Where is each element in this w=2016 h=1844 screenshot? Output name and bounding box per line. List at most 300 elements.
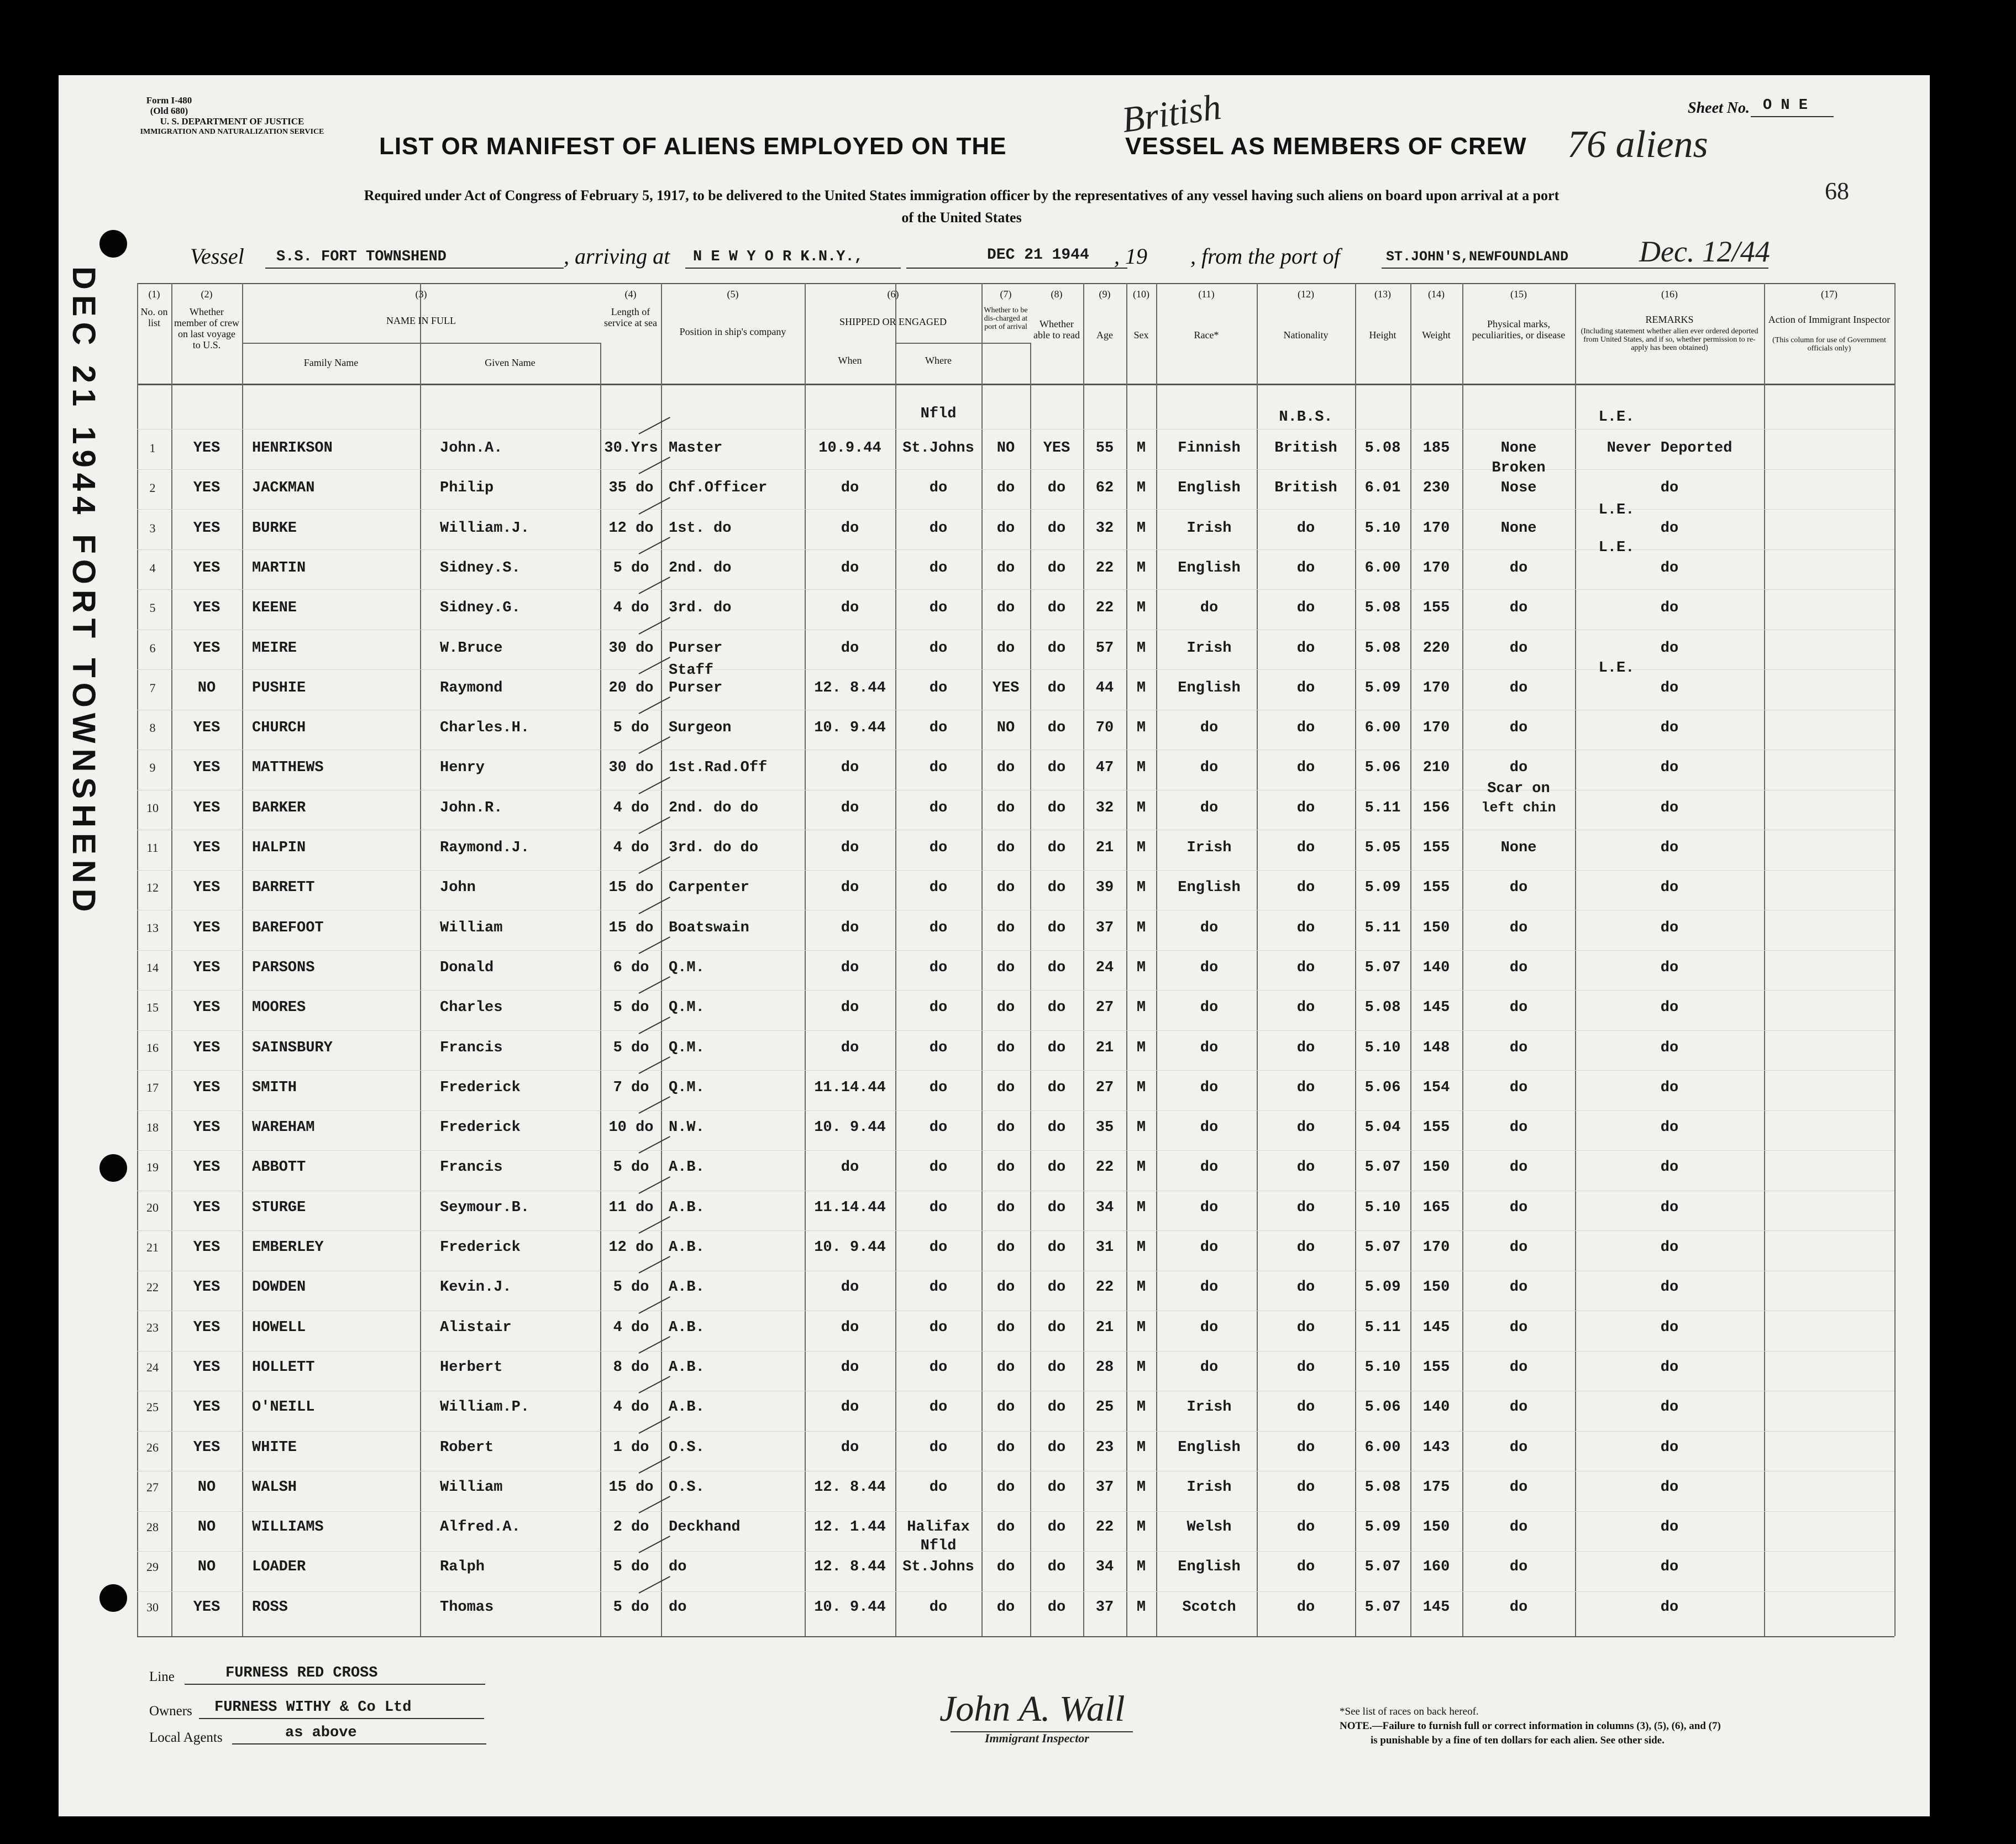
cell-age: 22 (1095, 560, 1114, 577)
cell-read: do (1047, 1119, 1066, 1136)
cell-race: Finnish (1178, 440, 1241, 457)
cell-height: 5.05 (1364, 840, 1401, 856)
cell-weight: 170 (1422, 520, 1450, 537)
cell-where: do (929, 960, 948, 976)
cell-race: Welsh (1186, 1519, 1232, 1536)
cell-given: Charles (440, 999, 503, 1016)
cell-physical: do (1509, 600, 1528, 616)
row-number: 19 (146, 1160, 159, 1174)
cell-when: 11.14.44 (814, 1080, 886, 1096)
cell-where: do (929, 520, 948, 537)
row-guide (137, 1431, 1894, 1432)
cell-family: SAINSBURY (252, 1040, 333, 1056)
cell-remarks: do (1660, 480, 1679, 496)
cell-when: do (841, 800, 859, 816)
cell-when: do (841, 840, 859, 856)
cell-nationality: do (1296, 800, 1315, 816)
header-when: When (838, 355, 862, 366)
cell-nationality: do (1296, 1319, 1315, 1336)
cell-physical: do (1509, 1319, 1528, 1336)
cell-age: 22 (1095, 1519, 1114, 1536)
cell-age: 23 (1095, 1439, 1114, 1456)
cell-sex: M (1136, 1319, 1146, 1336)
cell-age: 57 (1095, 640, 1114, 657)
cell-height: 5.06 (1364, 1399, 1401, 1416)
cell-remarks: do (1660, 680, 1679, 696)
cell-service: 4 do (613, 800, 649, 816)
cell-sex: M (1136, 440, 1146, 457)
row-number: 5 (149, 601, 156, 615)
cell-remarks: do (1660, 800, 1679, 816)
cell-weight: 145 (1422, 1319, 1450, 1336)
cell-family: WALSH (252, 1479, 297, 1496)
cell-given: Kevin.J. (440, 1279, 512, 1296)
cell-member: YES (193, 999, 221, 1016)
cell-where: do (929, 1479, 948, 1496)
handwritten-departure-date: Dec. 12/44 (1639, 235, 1770, 268)
cell-position: A.B. (669, 1239, 705, 1256)
cell-family: STURGE (252, 1199, 306, 1216)
cell-read: do (1047, 999, 1066, 1016)
row-number: 12 (146, 881, 159, 894)
cell-age: 47 (1095, 759, 1114, 776)
cell-age: 34 (1095, 1559, 1114, 1575)
cell-discharged: do (996, 1080, 1015, 1096)
cell-remarks: do (1660, 759, 1679, 776)
header-name-in-full-number: (3) (415, 289, 427, 300)
cell-when: 10. 9.44 (814, 1599, 886, 1616)
header-inspector-action-number: (17) (1821, 289, 1838, 300)
cell-given: Francis (440, 1040, 503, 1056)
cell-where: do (929, 560, 948, 577)
cell-family: O'NEILL (252, 1399, 315, 1416)
check-mark (639, 856, 670, 874)
cell-weight: 220 (1422, 640, 1450, 657)
cell-nationality: do (1296, 960, 1315, 976)
cell-family: LOADER (252, 1559, 306, 1575)
cell-weight: 165 (1422, 1199, 1450, 1216)
cell-sex: M (1136, 759, 1146, 776)
cell-position: Q.M. (669, 960, 705, 976)
cell-position: Carpenter (669, 879, 749, 896)
cell-when: do (841, 1439, 859, 1456)
cell-race: Irish (1186, 640, 1232, 657)
row-guide (137, 1551, 1894, 1552)
cell-discharged: do (996, 840, 1015, 856)
check-mark (639, 777, 670, 794)
requirement-line-2: of the United States (901, 209, 1022, 226)
cell-remarks: do (1660, 1519, 1679, 1536)
cell-discharged: do (996, 759, 1015, 776)
cell-weight: 155 (1422, 1119, 1450, 1136)
cell-discharged: do (996, 1479, 1015, 1496)
cell-service: 5 do (613, 1040, 649, 1056)
cell-race: do (1200, 1319, 1219, 1336)
cell-given: Francis (440, 1159, 503, 1176)
cell-where: do (929, 1239, 948, 1256)
cell-position: A.B. (669, 1159, 705, 1176)
owners-label: Owners (149, 1704, 192, 1719)
cell-physical: do (1509, 680, 1528, 696)
requirement-line-1: Required under Act of Congress of February 5, 1917, to be delivered to the United States immigration officer by the representatives of any vessel having such aliens on board upon arrival at a port (364, 187, 1560, 203)
cell-sex: M (1136, 640, 1146, 657)
arrival-port: N E W Y O R K.N.Y., (693, 249, 863, 265)
cell-weight: 170 (1422, 720, 1450, 736)
cell-race: Irish (1186, 840, 1232, 856)
cell-member: NO (197, 1519, 216, 1536)
cell-read: do (1047, 640, 1066, 657)
cell-given: John.R. (440, 800, 503, 816)
cell-weight: 155 (1422, 879, 1450, 896)
header-remarks: REMARKS (1645, 314, 1694, 325)
cell-nationality: do (1296, 720, 1315, 736)
cell-where: do (929, 720, 948, 736)
cell-read: do (1047, 1479, 1066, 1496)
cell-physical: do (1509, 1199, 1528, 1216)
check-mark (639, 936, 670, 954)
cell-read: YES (1043, 440, 1070, 457)
cell-sex: M (1136, 680, 1146, 696)
cell-age: 27 (1095, 1080, 1114, 1096)
cell-service: 5 do (613, 1559, 649, 1575)
cell-member: YES (193, 1279, 221, 1296)
cell-when: do (841, 520, 859, 537)
cell-where: do (929, 1199, 948, 1216)
cell-sex: M (1136, 1279, 1146, 1296)
cell-family: BURKE (252, 520, 297, 537)
cell-read: do (1047, 1159, 1066, 1176)
header-able-to-read: Whether able to read (1033, 318, 1080, 340)
cell-when: do (841, 1279, 859, 1296)
cell-race: do (1200, 800, 1219, 816)
table-rule (137, 1636, 1894, 1637)
cell-nationality: do (1296, 1519, 1315, 1536)
cell-age: 32 (1095, 520, 1114, 537)
header-physical-marks: Physical marks, peculiarities, or disease (1472, 318, 1566, 340)
annotation-le: L.E. (1598, 409, 1635, 426)
cell-sex: M (1136, 920, 1146, 936)
cell-physical: do (1509, 999, 1528, 1016)
cell-position: Purser (669, 640, 723, 657)
cell-read: do (1047, 1519, 1066, 1536)
cell-member: YES (193, 960, 221, 976)
cell-discharged: do (996, 1199, 1015, 1216)
cell-nationality: do (1296, 600, 1315, 616)
cell-position: Surgeon (669, 720, 732, 736)
cell-weight: 230 (1422, 480, 1450, 496)
cell-sex: M (1136, 560, 1146, 577)
cell-physical: do (1509, 1559, 1528, 1575)
cell-discharged: do (996, 1040, 1015, 1056)
cell-when: 10.9.44 (818, 440, 881, 457)
cell-position: 3rd. do do (669, 840, 759, 856)
cell-position: O.S. (669, 1439, 705, 1456)
cell-age: 22 (1095, 600, 1114, 616)
row-number: 17 (146, 1081, 159, 1094)
cell-race: Irish (1186, 1399, 1232, 1416)
header-weight: Weight (1422, 329, 1451, 340)
cell-given: Alistair (440, 1319, 512, 1336)
cell-age: 44 (1095, 680, 1114, 696)
row-number: 23 (146, 1321, 159, 1334)
cell-discharged: do (996, 1519, 1015, 1536)
cell-member: YES (193, 560, 221, 577)
cell-height: 6.01 (1364, 480, 1401, 496)
row-guide (137, 1230, 1894, 1231)
header-race-number: (11) (1198, 289, 1215, 300)
cell-height: 5.07 (1364, 1159, 1401, 1176)
annotation-staff: Staff (669, 662, 714, 679)
cell-sex: M (1136, 1040, 1146, 1056)
cell-remarks: do (1660, 1399, 1679, 1416)
cell-where: do (929, 800, 948, 816)
cell-given: Donald (440, 960, 494, 976)
local-agents-value: as above (285, 1725, 357, 1741)
cell-member: YES (193, 520, 221, 537)
cell-when: do (841, 480, 859, 496)
column-rule (1764, 283, 1765, 1636)
cell-position: 2nd. do (669, 560, 732, 577)
cell-age: 25 (1095, 1399, 1114, 1416)
cell-physical: do (1509, 1159, 1528, 1176)
row-number: 7 (149, 681, 156, 695)
cell-weight: 210 (1422, 759, 1450, 776)
cell-physical: do (1509, 960, 1528, 976)
cell-member: YES (193, 1439, 221, 1456)
cell-weight: 145 (1422, 1599, 1450, 1616)
header-shipped-or-engaged: SHIPPED OR ENGAGED (839, 316, 947, 327)
cell-position: A.B. (669, 1319, 705, 1336)
cell-height: 5.10 (1364, 1359, 1401, 1376)
cell-service: 15 do (608, 920, 654, 936)
cell-physical: do (1509, 1479, 1528, 1496)
cell-physical: do (1509, 1439, 1528, 1456)
cell-race: do (1200, 1239, 1219, 1256)
cell-family: HALPIN (252, 840, 306, 856)
row-guide (137, 1110, 1894, 1111)
cell-when: 10. 9.44 (814, 1239, 886, 1256)
header-family-name: Family Name (303, 357, 359, 368)
cell-service: 12 do (608, 520, 654, 537)
cell-position: Boatswain (669, 920, 749, 936)
cell-discharged: do (996, 1399, 1015, 1416)
cell-discharged: do (996, 879, 1015, 896)
cell-given: William (440, 1479, 503, 1496)
cell-height: 5.06 (1364, 759, 1401, 776)
row-number: 4 (149, 561, 156, 575)
cell-family: KEENE (252, 600, 297, 616)
column-rule (1156, 283, 1157, 1636)
vessel-name: S.S. FORT TOWNSHEND (276, 249, 447, 265)
row-guide (137, 1070, 1894, 1071)
cell-nationality: British (1274, 440, 1337, 457)
cell-discharged: do (996, 1439, 1015, 1456)
cell-when: do (841, 960, 859, 976)
cell-service: 7 do (613, 1080, 649, 1096)
cell-given: Raymond (440, 680, 503, 696)
cell-weight: 170 (1422, 680, 1450, 696)
annotation-scar: Scar on (1487, 780, 1550, 797)
column-rule (420, 283, 421, 1636)
form-department-name: U. S. DEPARTMENT OF JUSTICE (160, 116, 305, 127)
cell-weight: 155 (1422, 600, 1450, 616)
cell-nationality: do (1296, 879, 1315, 896)
cell-race: English (1178, 680, 1241, 696)
cell-discharged: do (996, 480, 1015, 496)
cell-position: Q.M. (669, 999, 705, 1016)
cell-given: Philip (440, 480, 494, 496)
from-label: , from the port of (1190, 244, 1340, 269)
cell-discharged: do (996, 1599, 1015, 1616)
cell-family: WAREHAM (252, 1119, 315, 1136)
cell-remarks: do (1660, 1080, 1679, 1096)
check-mark (639, 417, 670, 434)
cell-read: do (1047, 759, 1066, 776)
cell-member: NO (197, 680, 216, 696)
cell-position: do (669, 1559, 687, 1575)
cell-where: do (929, 1599, 948, 1616)
cell-height: 5.08 (1364, 640, 1401, 657)
header-remarks-number: (16) (1661, 289, 1678, 300)
side-stamp: DEC 21 1944 FORT TOWNSHEND (66, 266, 102, 918)
cell-where: St.Johns (902, 440, 974, 457)
cell-service: 4 do (613, 1319, 649, 1336)
cell-position: Chf.Officer (669, 480, 768, 496)
cell-age: 37 (1095, 1599, 1114, 1616)
cell-age: 22 (1095, 1159, 1114, 1176)
vessel-label: Vessel (190, 244, 244, 269)
cell-sex: M (1136, 520, 1146, 537)
cell-weight: 140 (1422, 960, 1450, 976)
penalty-note-1: NOTE.—Failure to furnish full or correct information in columns (3), (5), (6), and (7) (1340, 1720, 1721, 1732)
check-mark (639, 497, 670, 515)
cell-member: YES (193, 800, 221, 816)
cell-nationality: do (1296, 1559, 1315, 1575)
cell-when: 12. 1.44 (814, 1519, 886, 1536)
cell-height: 5.08 (1364, 1479, 1401, 1496)
cell-family: MATTHEWS (252, 759, 324, 776)
cell-given: Raymond.J. (440, 840, 530, 856)
cell-age: 62 (1095, 480, 1114, 496)
cell-member: YES (193, 1399, 221, 1416)
row-number: 27 (146, 1480, 159, 1494)
page-number: 68 (1825, 177, 1849, 205)
cell-discharged: do (996, 999, 1015, 1016)
cell-height: 5.06 (1364, 1080, 1401, 1096)
cell-remarks: do (1660, 560, 1679, 577)
annotation-nfld: Nfld (920, 406, 957, 422)
cell-read: do (1047, 480, 1066, 496)
cell-discharged: do (996, 1359, 1015, 1376)
cell-service: 1 do (613, 1439, 649, 1456)
cell-given: Robert (440, 1439, 494, 1456)
cell-height: 5.11 (1364, 1319, 1401, 1336)
cell-read: do (1047, 1399, 1066, 1416)
row-number: 21 (146, 1240, 159, 1254)
cell-read: do (1047, 1199, 1066, 1216)
cell-given: Sidney.G. (440, 600, 521, 616)
cell-member: YES (193, 840, 221, 856)
cell-service: 4 do (613, 1399, 649, 1416)
cell-age: 28 (1095, 1359, 1114, 1376)
cell-member: YES (193, 440, 221, 457)
cell-member: YES (193, 1199, 221, 1216)
cell-sex: M (1136, 1439, 1146, 1456)
cell-where: do (929, 1319, 948, 1336)
cell-race: do (1200, 999, 1219, 1016)
header-race: Race* (1194, 329, 1219, 340)
header-age: Age (1096, 329, 1113, 340)
line-value: FURNESS RED CROSS (225, 1665, 378, 1681)
line-label: Line (149, 1669, 175, 1684)
cell-race: English (1178, 1559, 1241, 1575)
cell-position: Purser (669, 680, 723, 696)
check-mark (639, 1176, 670, 1194)
cell-position: O.S. (669, 1479, 705, 1496)
column-rule (1894, 283, 1896, 1636)
annotation-broken: Broken (1492, 460, 1546, 476)
cell-given: William.J. (440, 520, 530, 537)
cell-nationality: do (1296, 840, 1315, 856)
cell-family: HOLLETT (252, 1359, 315, 1376)
cell-sex: M (1136, 1199, 1146, 1216)
cell-nationality: do (1296, 640, 1315, 657)
cell-service: 11 do (608, 1199, 654, 1216)
cell-nationality: do (1296, 1599, 1315, 1616)
check-mark (639, 976, 670, 994)
cell-race: do (1200, 1279, 1219, 1296)
cell-service: 35 do (608, 480, 654, 496)
cell-when: do (841, 1359, 859, 1376)
cell-service: 10 do (608, 1119, 654, 1136)
cell-remarks: do (1660, 720, 1679, 736)
cell-discharged: do (996, 1159, 1015, 1176)
cell-discharged: do (996, 600, 1015, 616)
row-guide (137, 1030, 1894, 1031)
cell-read: do (1047, 600, 1066, 616)
cell-sex: M (1136, 480, 1146, 496)
cell-weight: 140 (1422, 1399, 1450, 1416)
cell-service: 4 do (613, 840, 649, 856)
cell-given: Ralph (440, 1559, 485, 1575)
cell-physical: do (1509, 1239, 1528, 1256)
header-height-number: (13) (1374, 289, 1391, 300)
header-no-on-list-number: (1) (148, 289, 160, 300)
cell-member: YES (193, 1159, 221, 1176)
cell-family: PUSHIE (252, 680, 306, 696)
row-number: 16 (146, 1041, 159, 1055)
cell-nationality: do (1296, 1479, 1315, 1496)
cell-position: N.W. (669, 1119, 705, 1136)
cell-nationality: do (1296, 1239, 1315, 1256)
cell-age: 21 (1095, 1319, 1114, 1336)
cell-race: do (1200, 1199, 1219, 1216)
cell-physical: do (1509, 1040, 1528, 1056)
cell-member: YES (193, 1319, 221, 1336)
row-guide (137, 1511, 1894, 1512)
cell-when: do (841, 640, 859, 657)
cell-family: ABBOTT (252, 1159, 306, 1176)
race-note: *See list of races on back hereof. (1340, 1706, 1479, 1717)
cell-discharged: do (996, 1119, 1015, 1136)
cell-race: do (1200, 960, 1219, 976)
row-number: 6 (149, 641, 156, 655)
cell-discharged: do (996, 960, 1015, 976)
table-rule (137, 384, 1894, 385)
cell-age: 70 (1095, 720, 1114, 736)
cell-given: John (440, 879, 476, 896)
arrival-date-stamp: DEC 21 1944 (987, 247, 1089, 264)
